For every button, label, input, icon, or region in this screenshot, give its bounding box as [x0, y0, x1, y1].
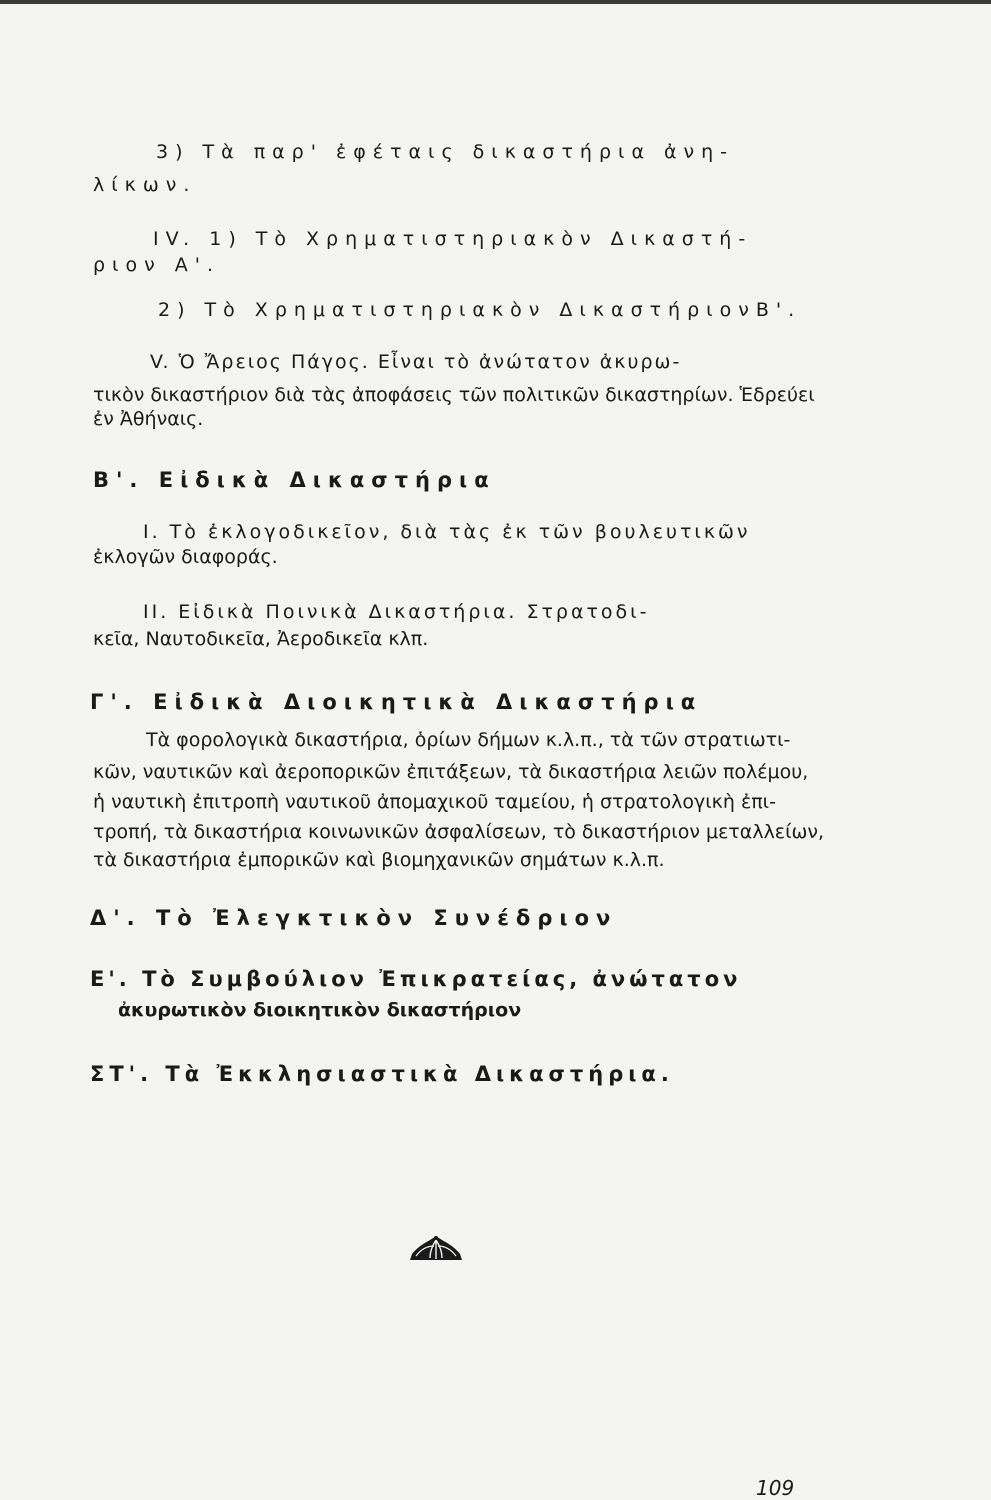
- text-line: Τὰ φορολογικὰ δικαστήρια, ὁρίων δήμων κ.λ.π., τὰ τῶν στρατιωτι-: [146, 729, 791, 751]
- text-line: 3) Τὰ παρ' ἐφέταις δικαστήρια ἀνη-: [156, 141, 735, 163]
- text-line: IV. 1) Τὸ Χρηματιστηριακὸν Δικαστή-: [153, 228, 753, 250]
- page-number: 109: [756, 1476, 795, 1500]
- text-line: τὰ δικαστήρια ἐμπορικῶν καὶ βιομηχανικῶν σημάτων κ.λ.π.: [93, 849, 665, 871]
- text-line: κεῖα, Ναυτοδικεῖα, Ἀεροδικεῖα κλπ.: [93, 628, 429, 650]
- text-line: τικὸν δικαστήριον διὰ τὰς ἀποφάσεις τῶν πολιτικῶν δικαστηρίων. Ἑδρεύει: [93, 384, 815, 406]
- text-line: 2) Τὸ Χρηματιστηριακὸν ΔικαστήριονΒ'.: [158, 299, 802, 321]
- section-heading-b: Β'. Εἰδικὰ Δικαστήρια: [93, 468, 496, 492]
- page-top-edge: [0, 0, 991, 4]
- text-line: λίκων.: [93, 174, 197, 196]
- text-line: τροπή, τὰ δικαστήρια κοινωνικῶν ἀσφαλίσεων, τὸ δικαστήριον μεταλλείων,: [93, 821, 825, 843]
- text-line: ἡ ναυτικὴ ἐπιτροπὴ ναυτικοῦ ἀπομαχικοῦ ταμείου, ἡ στρατολογικὴ ἐπι-: [93, 791, 776, 813]
- ornament-icon: [408, 1232, 464, 1262]
- text-line: ἐν Ἀθήναις.: [93, 408, 204, 430]
- text-line: I. Τὸ ἐκλογοδικεῖον, διὰ τὰς ἐκ τῶν βουλευτικῶν: [143, 521, 751, 543]
- section-heading-g: Γ'. Εἰδικὰ Διοικητικὰ Δικαστήρια: [90, 690, 703, 714]
- text-line: ριον Α'.: [93, 254, 221, 276]
- section-heading-d: Δ'. Τὸ Ἐλεγκτικὸν Συνέδριον: [90, 906, 618, 930]
- section-heading-st: ΣΤ'. Τὰ Ἐκκλησιαστικὰ Δικαστήρια.: [90, 1062, 674, 1086]
- text-line: ἐκλογῶν διαφοράς.: [93, 546, 278, 568]
- section-heading-e: Ε'. Τὸ Συμβούλιον Ἐπικρατείας, ἀνώτατον: [90, 967, 742, 991]
- section-heading-e-cont: ἀκυρωτικὸν διοικητικὸν δικαστήριον: [118, 999, 522, 1021]
- text-line: κῶν, ναυτικῶν καὶ ἀεροπορικῶν ἐπιτάξεων, τὰ δικαστήρια λειῶν πολέμου,: [93, 761, 809, 783]
- text-line: II. Εἰδικὰ Ποινικὰ Δικαστήρια. Στρατοδι-: [143, 601, 650, 623]
- text-line: V. Ὁ Ἄρειος Πάγος. Εἶναι τὸ ἀνώτατον ἀκυρω-: [150, 351, 682, 373]
